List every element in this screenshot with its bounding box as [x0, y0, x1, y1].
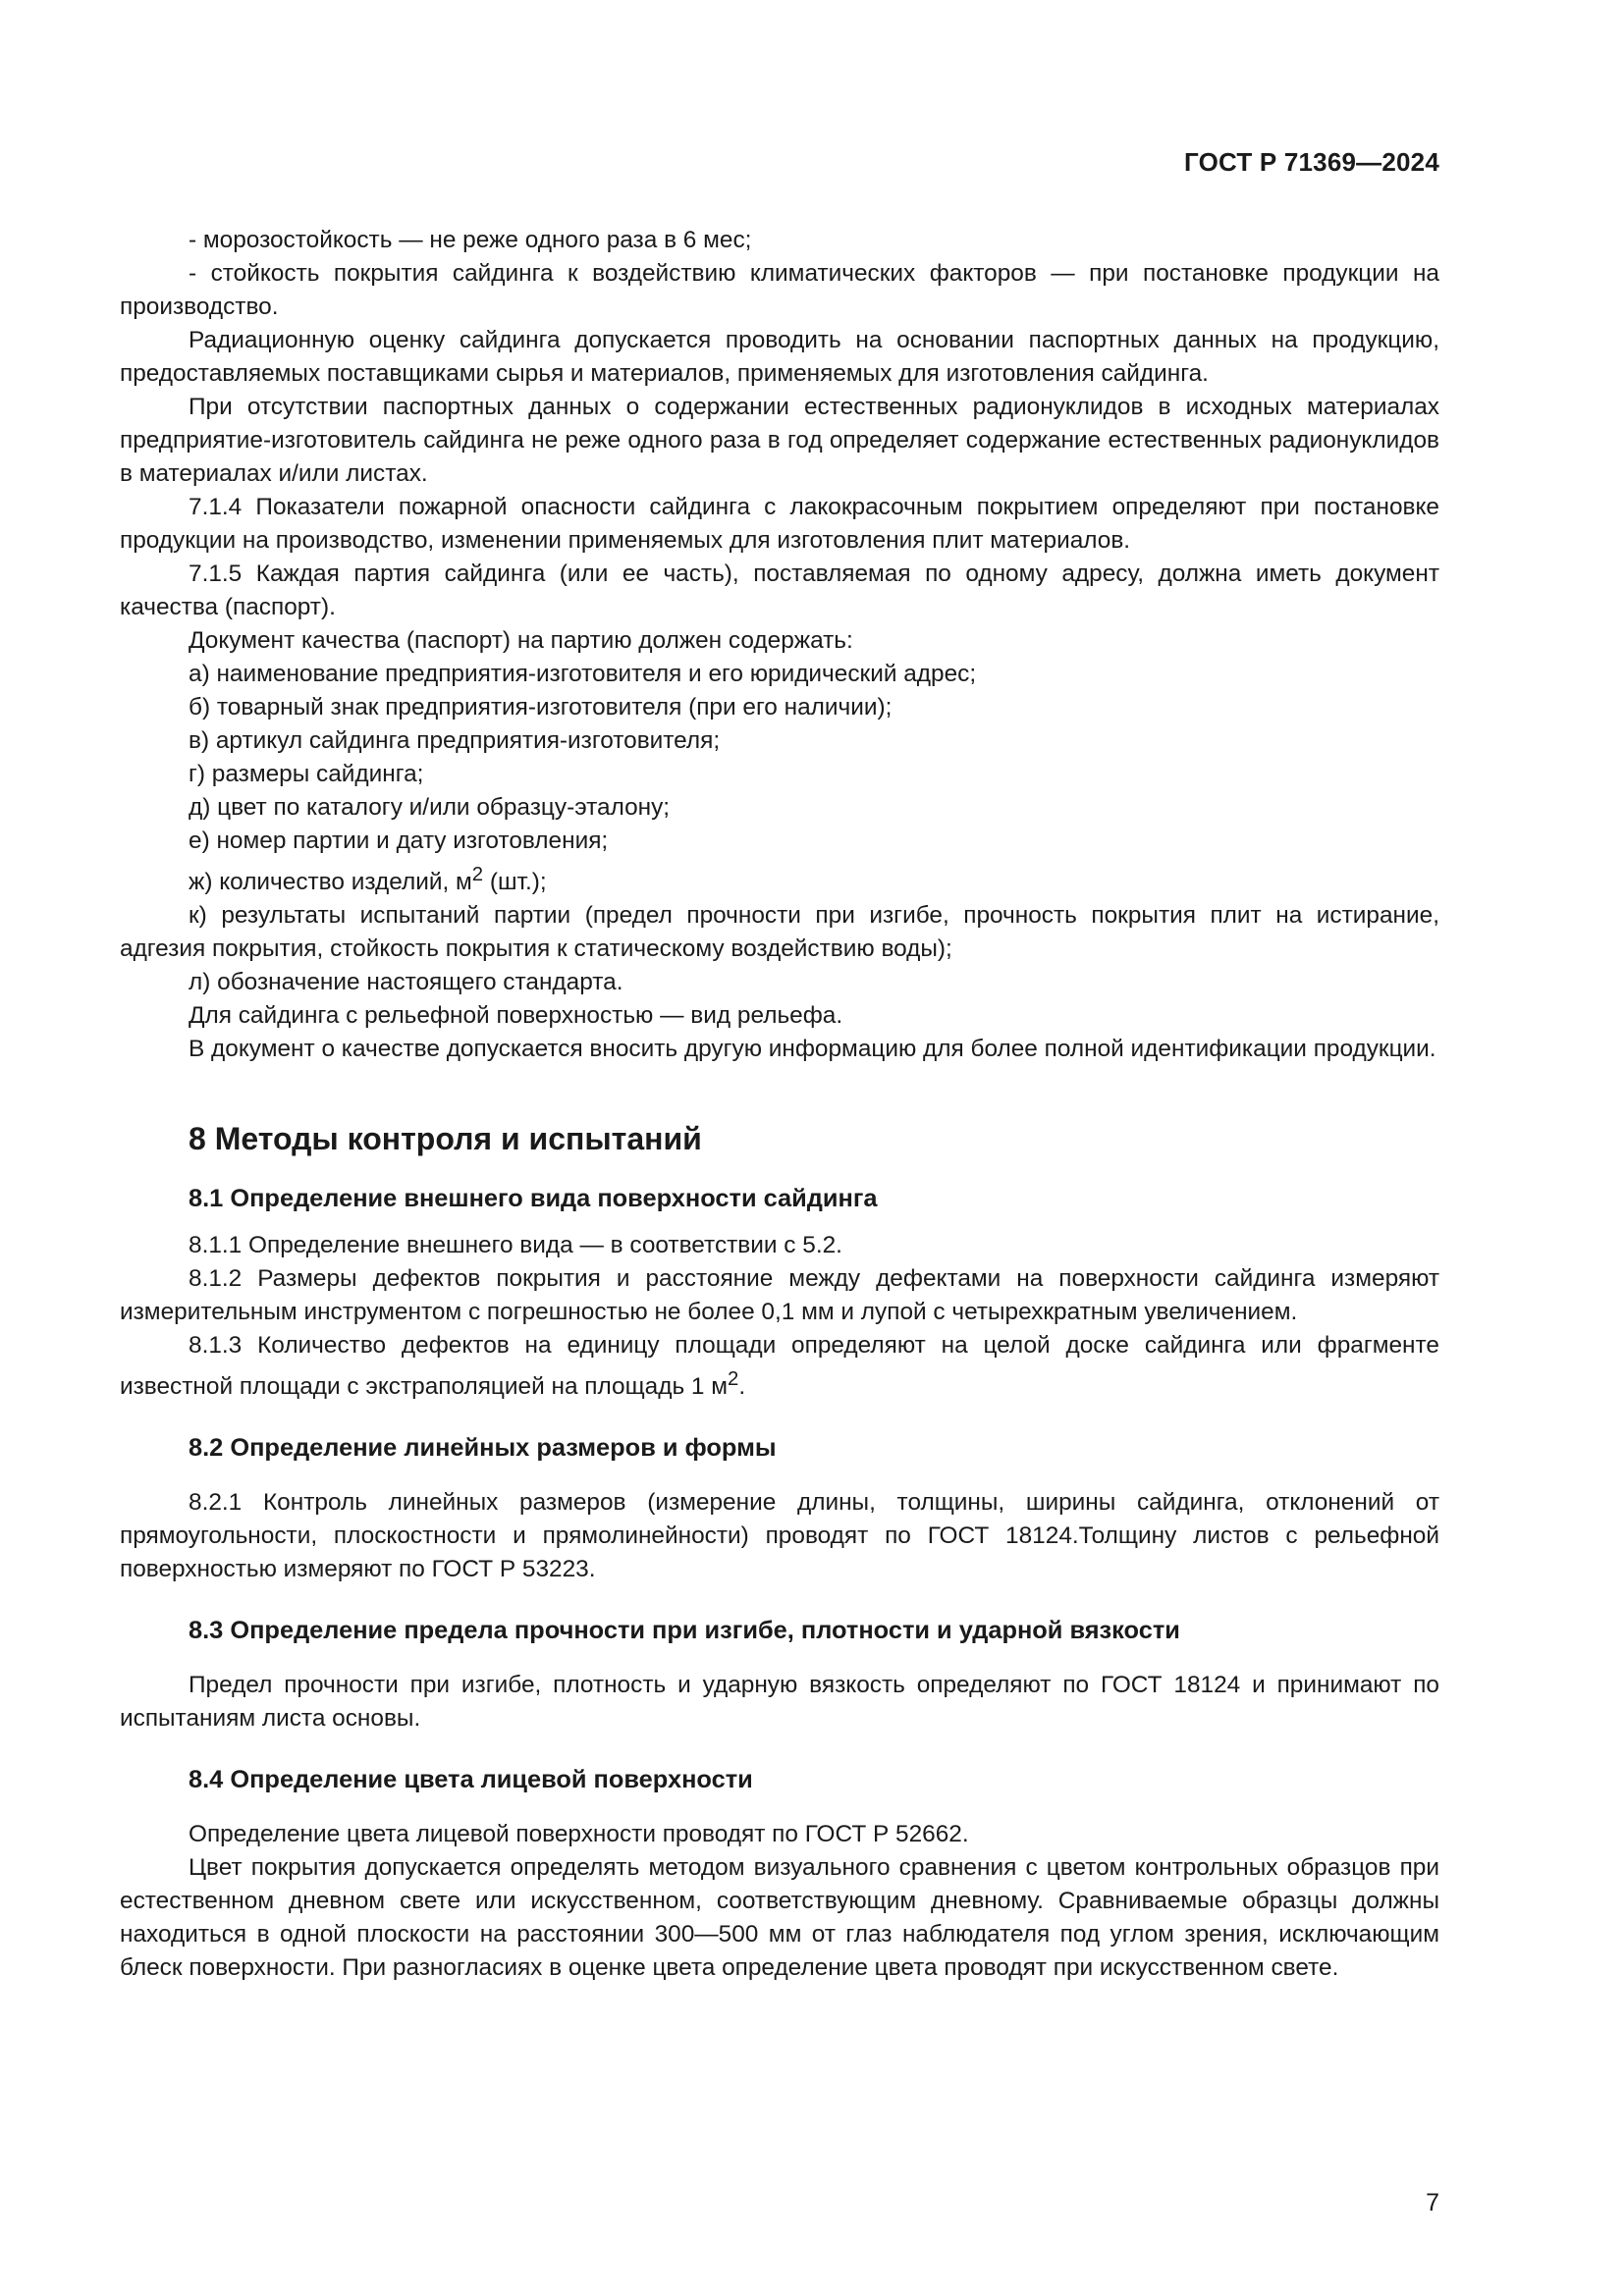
subsection-heading: 8.2 Определение линейных размеров и формы: [189, 1434, 777, 1463]
paragraph: 7.1.5 Каждая партия сайдинга (или ее часть), поставляемая по одному адресу, должна иметь документ качества (паспорт).: [120, 561, 1439, 620]
paragraph: Радиационную оценку сайдинга допускается проводить на основании паспортных данных на продукцию, предоставляемых поставщиками сырья и материалов, применяемых для изготовления сайдинга.: [120, 327, 1439, 387]
paragraph: 8.1.2 Размеры дефектов покрытия и расстояние между дефектами на поверхности сайдинга измеряют измерительным инструментом с погрешностью не более 0,1 мм и лупой с четырехкратным увеличением.: [120, 1265, 1439, 1326]
paragraph: 7.1.4 Показатели пожарной опасности сайдинга с лакокрасочным покрытием определяют при постановке продукции на производство, изменении применяемых для изготовления плит материалов.: [120, 494, 1439, 554]
list-item: е) номер партии и дату изготовления;: [189, 828, 609, 854]
paragraph: Цвет покрытия допускается определять методом визуального сравнения с цветом контрольных образцов при естественном дневном свете или искусственном, соответствующим дневному. Сравниваемые образцы должны находиться в одной плоскости на расстоянии 300—500 мм от глаз наблюдателя под углом зрения, исключающим блеск поверхности. При разногласиях в оценке цвета определение цвета проводят при искусственном свете.: [120, 1854, 1439, 1982]
section-title: 8 Методы контроля и испытаний: [189, 1121, 702, 1157]
list-item: д) цвет по каталогу и/или образцу-эталону;: [189, 794, 671, 821]
list-item: в) артикул сайдинга предприятия-изготовителя;: [189, 727, 721, 754]
paragraph: - стойкость покрытия сайдинга к воздействию климатических факторов — при постановке продукции на производство.: [120, 260, 1439, 320]
paragraph: Документ качества (паспорт) на партию должен содержать:: [189, 627, 853, 654]
paragraph: При отсутствии паспортных данных о содержании естественных радионуклидов в исходных материалах предприятие-изготовитель сайдинга не реже одного раза в год определяет содержание естественных радионуклидов в материалах и/или листах.: [120, 394, 1439, 487]
list-item-text: ж) количество изделий, м: [189, 869, 472, 896]
page-number: 7: [1426, 2189, 1439, 2216]
subsection-heading: 8.4 Определение цвета лицевой поверхности: [189, 1766, 753, 1794]
subsection-heading: 8.3 Определение предела прочности при изгибе, плотности и ударной вязкости: [189, 1617, 1180, 1645]
paragraph: 8.2.1 Контроль линейных размеров (измерение длины, толщины, ширины сайдинга, отклонений от прямоугольности, плоскостности и прямолинейности) проводят по ГОСТ 18124.Толщину листов с рельефной поверхностью измеряют по ГОСТ Р 53223.: [120, 1489, 1439, 1583]
list-item: а) наименование предприятия-изготовителя и его юридический адрес;: [189, 661, 977, 687]
document-code: ГОСТ Р 71369—2024: [1184, 147, 1439, 177]
paragraph-text: 8.1.3 Количество дефектов на единицу площади определяют на целой доске сайдинга или фрагменте известной площади с экстраполяцией на площадь 1 м: [120, 1332, 1439, 1401]
list-item-text: (шт.);: [483, 869, 547, 896]
superscript: 2: [728, 1368, 739, 1391]
superscript: 2: [471, 864, 484, 885]
paragraph: В документ о качестве допускается вносить другую информацию для более полной идентификации продукции.: [189, 1036, 1436, 1063]
page-body: [120, 224, 1439, 1985]
list-item: б) товарный знак предприятия-изготовителя (при его наличии);: [189, 694, 893, 721]
paragraph: [120, 1329, 1439, 1404]
paragraph: Для сайдинга с рельефной поверхностью — вид рельефа.: [189, 1002, 843, 1030]
paragraph: Определение цвета лицевой поверхности проводят по ГОСТ Р 52662.: [189, 1821, 969, 1848]
paragraph: 8.1.1 Определение внешнего вида — в соответствии с 5.2.: [189, 1232, 842, 1259]
list-item: [120, 858, 1439, 899]
list-item: г) размеры сайдинга;: [189, 761, 424, 787]
paragraph: - морозостойкость — не реже одного раза в 6 мес;: [189, 227, 752, 253]
list-item: к) результаты испытаний партии (предел прочности при изгибе, прочность покрытия плит на истирание, адгезия покрытия, стойкость покрытия к статическому воздействию воды);: [120, 902, 1439, 963]
list-item: л) обозначение настоящего стандарта.: [189, 969, 623, 996]
paragraph-text: .: [738, 1373, 746, 1401]
paragraph: Предел прочности при изгибе, плотность и ударную вязкость определяют по ГОСТ 18124 и принимают по испытаниям листа основы.: [120, 1672, 1439, 1733]
subsection-heading: 8.1 Определение внешнего вида поверхности сайдинга: [189, 1185, 878, 1213]
